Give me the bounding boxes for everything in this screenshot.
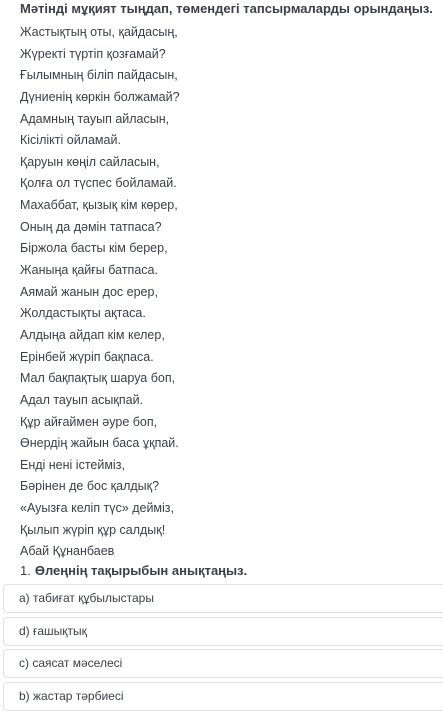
poem-line: «Ауызға келіп түс» дейміз,: [20, 501, 175, 516]
poem-line: Дүниенің көркін болжамай?: [20, 89, 180, 104]
answer-options: [3, 584, 443, 714]
poem-author: Абай Құнанбаев: [20, 544, 115, 559]
poem-line: Құр айғаймен әуре боп,: [20, 414, 158, 429]
question-prompt: [20, 562, 247, 580]
answer-option-c[interactable]: с) саясат мәселесі: [3, 649, 443, 678]
poem-line: Адамның тауып айласын,: [20, 111, 170, 126]
poem-line: Қаруын көңіл сайласын,: [20, 154, 160, 169]
poem-line: Ерінбей жүріп бақпаса.: [20, 349, 154, 364]
poem-line: Қылып жүріп құр салдық!: [20, 522, 166, 537]
poem-line: Алдыңа айдап кім келер,: [20, 327, 165, 342]
question-number: 1.: [20, 563, 31, 578]
poem-line: Жастықтың оты, қайдасың,: [20, 25, 178, 39]
answer-option-d[interactable]: d) ғашықтық: [3, 617, 443, 646]
instruction-heading: Мәтінді мұқият тыңдап, төмендегі тапсырмаларды орындаңыз.: [20, 1, 433, 16]
poem-line: Бәрінен де бос қалдық?: [20, 479, 160, 494]
poem-line: Жаныңа қайғы батпаса.: [20, 263, 158, 278]
poem-line: Қолға ол түспес бойламай.: [20, 176, 177, 191]
question-text: Өлеңнің тақырыбын анықтаңыз.: [34, 563, 248, 578]
poem-line: Жолдастықты ақтаса.: [20, 306, 146, 321]
poem-line: Өнердің жайын баса ұқпай.: [20, 436, 179, 451]
poem-line: Махаббат, қызық кім көрер,: [20, 198, 178, 213]
poem-line: Мал бақпақтық шаруа боп,: [20, 371, 176, 386]
poem-line: Ғылымның біліп пайдасын,: [20, 68, 178, 83]
poem-line: Біржола басты кім берер,: [20, 241, 168, 256]
answer-option-b[interactable]: b) жастар тәрбиесі: [3, 682, 443, 711]
answer-option-a[interactable]: а) табиғат құбылыстары: [3, 584, 443, 613]
poem-text: [20, 22, 430, 563]
poem-line: Кісілікті ойламай.: [20, 133, 121, 148]
poem-line: Адал тауып асықпай.: [20, 392, 144, 407]
poem-line: Аямай жанын дос ерер,: [20, 284, 158, 299]
poem-line: Жүректі түртіп қозғамай?: [20, 46, 166, 61]
poem-line: Енді нені істейміз,: [20, 457, 125, 472]
poem-line: Оның да дәмін татпаса?: [20, 219, 162, 234]
